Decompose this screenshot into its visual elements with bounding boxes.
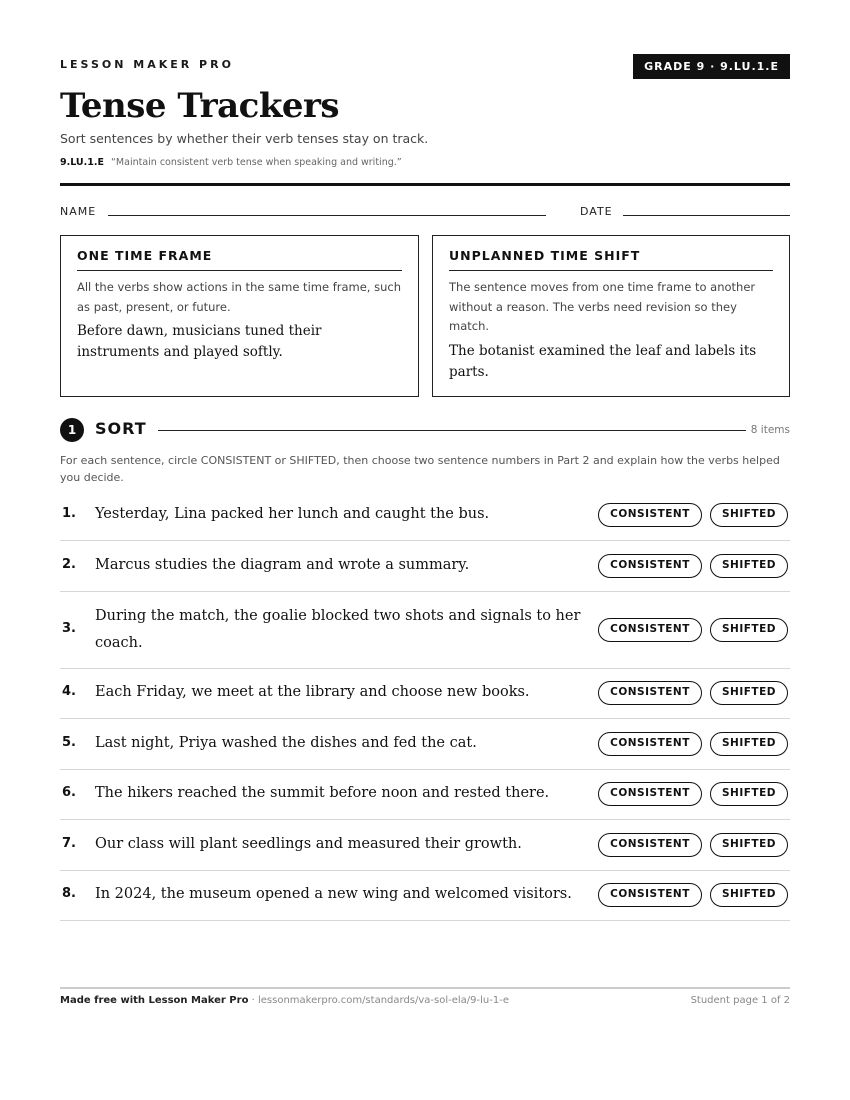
list-item (60, 820, 790, 871)
choice-group (598, 554, 788, 578)
page-title: Tense Trackers (60, 86, 340, 126)
definition-card-time-shift (432, 235, 790, 397)
date-field[interactable] (623, 215, 790, 216)
page-subtitle: Sort sentences by whether their verb tenses stay on track. (60, 131, 429, 146)
list-item (60, 770, 790, 820)
footer-divider (60, 987, 790, 989)
list-item (60, 490, 790, 541)
definition-example: Before dawn, musicians tuned their instruments and played softly. (77, 323, 322, 360)
item-sentence: During the match, the goalie blocked two shots and signals to her coach. (95, 608, 581, 651)
brand-name: LESSON MAKER PRO (60, 58, 234, 71)
shifted-button[interactable]: SHIFTED (710, 681, 788, 705)
list-item (60, 719, 790, 770)
list-item (60, 871, 790, 921)
instructions: For each sentence, circle CONSISTENT or SHIFTED, then choose two sentence numbers in Part 2 and explain how the verbs helped you decide. (60, 454, 780, 484)
section-number-badge: 1 (60, 418, 84, 442)
footer-url[interactable]: · lessonmakerpro.com/standards/va-sol-ela/9-lu-1-e (248, 995, 509, 1006)
footer-credit (60, 995, 509, 1006)
item-sentence: In 2024, the museum opened a new wing and welcomed visitors. (95, 886, 572, 902)
item-sentence: Last night, Priya washed the dishes and fed the cat. (95, 735, 477, 751)
choice-group (598, 732, 788, 756)
section-divider (158, 430, 746, 431)
shifted-button[interactable]: SHIFTED (710, 554, 788, 578)
list-item (60, 669, 790, 719)
item-number: 8. (62, 886, 76, 901)
standard-line (60, 157, 402, 168)
shifted-button[interactable]: SHIFTED (710, 732, 788, 756)
definition-description: All the verbs show actions in the same time frame, such as past, present, or future. (77, 280, 401, 314)
footer-made-with: Made free with Lesson Maker Pro (60, 995, 249, 1006)
choice-group (598, 883, 788, 907)
item-count: 8 items (750, 424, 790, 436)
item-sentence: The hikers reached the summit before noon and rested there. (95, 785, 550, 801)
consistent-button[interactable]: CONSISTENT (598, 554, 702, 578)
definition-description: The sentence moves from one time frame to another without a reason. The verbs need revision so they match. (449, 280, 756, 333)
list-item (60, 592, 790, 669)
choice-group (598, 618, 788, 642)
item-number: 1. (62, 506, 76, 521)
choice-group (598, 782, 788, 806)
header-divider (60, 183, 790, 186)
shifted-button[interactable]: SHIFTED (710, 782, 788, 806)
item-number: 7. (62, 836, 76, 851)
consistent-button[interactable]: CONSISTENT (598, 618, 702, 642)
name-field[interactable] (108, 215, 546, 216)
name-label: NAME (60, 205, 97, 218)
definition-example: The botanist examined the leaf and labels its parts. (449, 342, 757, 380)
item-number: 4. (62, 684, 76, 699)
shifted-button[interactable]: SHIFTED (710, 503, 788, 527)
definition-card-one-time-frame (60, 235, 419, 397)
shifted-button[interactable]: SHIFTED (710, 618, 788, 642)
worksheet-page (60, 0, 790, 1100)
definition-title: ONE TIME FRAME (77, 248, 402, 271)
item-sentence: Our class will plant seedlings and measured their growth. (95, 836, 522, 852)
consistent-button[interactable]: CONSISTENT (598, 883, 702, 907)
definition-title: UNPLANNED TIME SHIFT (449, 248, 773, 271)
item-sentence: Each Friday, we meet at the library and choose new books. (95, 684, 530, 700)
grade-badge: GRADE 9 · 9.LU.1.E (633, 54, 790, 79)
standard-code: 9.LU.1.E (60, 157, 104, 168)
item-number: 6. (62, 785, 76, 800)
list-item (60, 541, 790, 592)
consistent-button[interactable]: CONSISTENT (598, 681, 702, 705)
shifted-button[interactable]: SHIFTED (710, 883, 788, 907)
choice-group (598, 833, 788, 857)
consistent-button[interactable]: CONSISTENT (598, 833, 702, 857)
item-sentence: Marcus studies the diagram and wrote a summary. (95, 557, 470, 573)
page-indicator: Student page 1 of 2 (690, 995, 790, 1006)
choice-group (598, 681, 788, 705)
item-sentence: Yesterday, Lina packed her lunch and caught the bus. (95, 506, 490, 522)
section-title: SORT (95, 419, 147, 438)
item-number: 3. (62, 621, 76, 636)
consistent-button[interactable]: CONSISTENT (598, 503, 702, 527)
date-label: DATE (580, 205, 613, 218)
consistent-button[interactable]: CONSISTENT (598, 782, 702, 806)
shifted-button[interactable]: SHIFTED (710, 833, 788, 857)
sentence-list (60, 490, 790, 921)
choice-group (598, 503, 788, 527)
item-number: 5. (62, 735, 76, 750)
section-header (60, 418, 790, 442)
standard-text: “Maintain consistent verb tense when speaking and writing.” (111, 157, 402, 168)
consistent-button[interactable]: CONSISTENT (598, 732, 702, 756)
item-number: 2. (62, 557, 76, 572)
